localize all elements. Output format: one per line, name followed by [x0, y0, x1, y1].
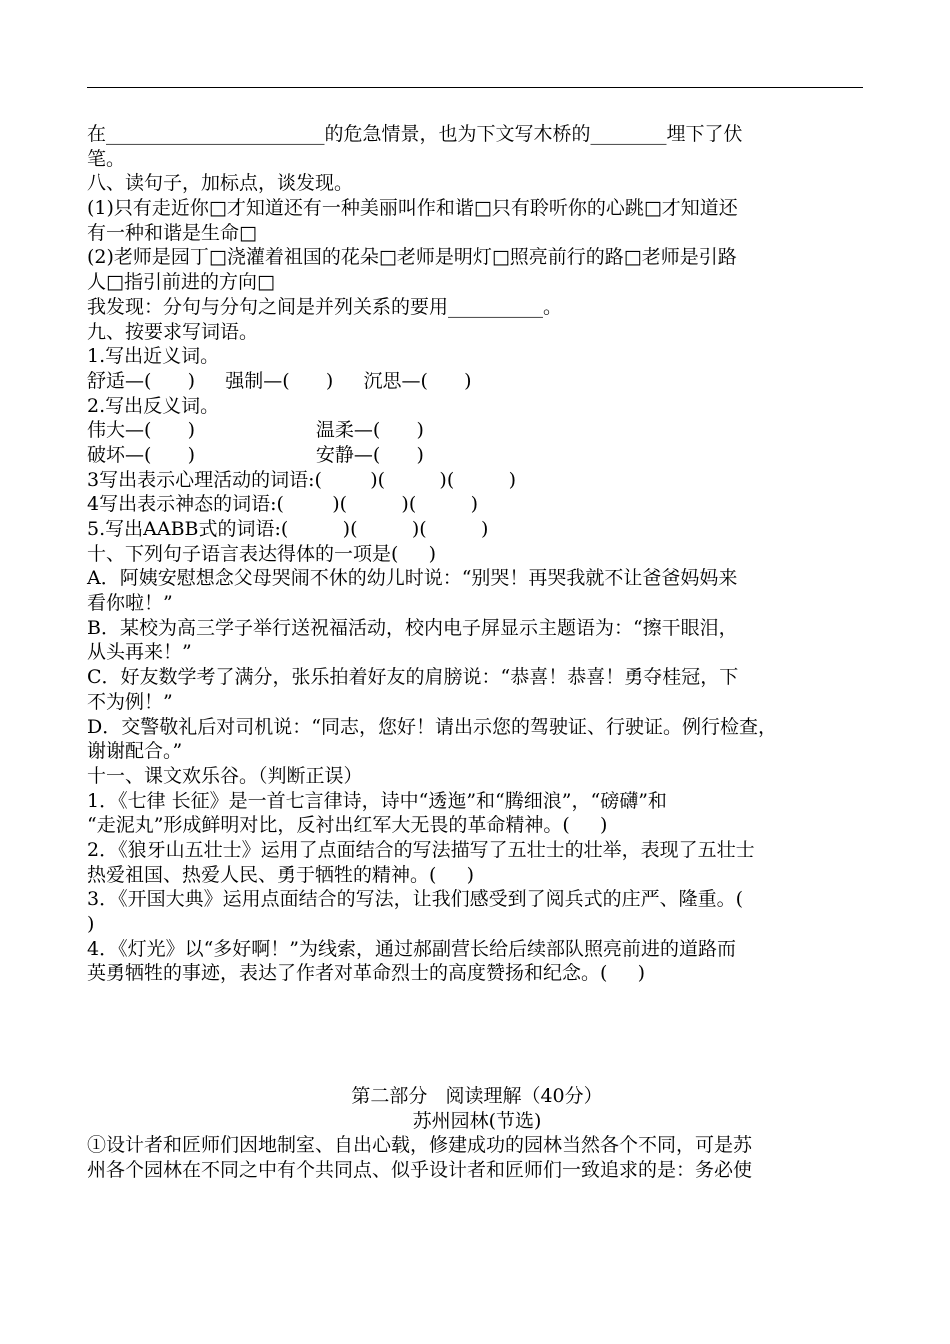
part-two	[87, 1084, 867, 1183]
text-line: 在_______________________的危急情景，也为下文写木桥的________埋下了伏	[87, 123, 743, 145]
sentence-2-line: (2)老师是园丁□浇灌着祖国的花朵□老师是明灯□照亮前行的路□老师是引路	[87, 246, 737, 269]
antonym-row: 伟大—( ) 温柔—( )	[87, 419, 424, 442]
question-8	[87, 171, 867, 319]
passage-title: 苏州园林(节选)	[412, 1109, 542, 1132]
item-4-line: 4．《灯光》以“多好啊！”为线索，通过郝副营长给后续部队照亮前进的道路而	[87, 937, 737, 960]
passage-line: 州各个园林在不同之中有个共同点、似乎设计者和匠师们一致追求的是：务必使	[87, 1159, 753, 1182]
option-d-line: 谢谢配合。”	[87, 740, 183, 763]
option-d-line: D．交警敬礼后对司机说：“同志，您好！请出示您的驾驶证、行驶证。例行检查，	[87, 715, 777, 738]
psychology-words-line: 3写出表示心理活动的词语:( )( )( )	[87, 468, 516, 491]
option-c-line: 不为例！”	[87, 690, 173, 713]
sentence-1-line: (1)只有走近你□才知道还有一种美丽叫作和谐□只有聆听你的心跳□才知道还	[87, 197, 738, 220]
header-rule	[87, 87, 863, 88]
question-title: 十、下列句子语言表达得体的一项是( )	[87, 542, 437, 565]
section-title: 第二部分 阅读理解（40分）	[351, 1085, 603, 1108]
item-2-line: 热爱祖国、热爱人民、勇于牺牲的精神。( )	[87, 863, 475, 886]
item-3-line: 3．《开国大典》运用点面结合的写法，让我们感受到了阅兵式的庄严、隆重。(	[87, 888, 744, 911]
item-1-line: “走泥丸”形成鲜明对比，反衬出红军大无畏的革命精神。( )	[87, 814, 608, 837]
previous-question-tail	[87, 122, 867, 171]
antonym-heading: 2.写出反义词。	[87, 394, 220, 417]
sentence-1-line: 有一种和谐是生命□	[87, 221, 257, 244]
expression-words-line: 4写出表示神态的词语:( )( )( )	[87, 493, 478, 516]
item-3-line: )	[87, 913, 95, 935]
question-9	[87, 320, 867, 542]
antonym-row: 破坏—( ) 安静—( )	[87, 443, 424, 466]
question-11	[87, 764, 867, 986]
finding-line: 我发现：分句与分句之间是并列关系的要用__________。	[87, 295, 563, 318]
item-1-line: 1．《七律 长征》是一首七言律诗，诗中“透迤”和“腾细浪”，“磅礴”和	[87, 789, 667, 812]
item-4-line: 英勇牺牲的事迹，表达了作者对革命烈士的高度赞扬和纪念。( )	[87, 962, 646, 985]
synonym-heading: 1.写出近义词。	[87, 345, 220, 368]
aabb-words-line: 5.写出AABB式的词语:( )( )( )	[87, 518, 489, 540]
sentence-2-line: 人□指引前进的方向□	[87, 271, 275, 294]
question-title: 九、按要求写词语。	[87, 320, 259, 343]
option-b-line: B．某校为高三学子举行送祝福活动，校内电子屏显示主题语为：“擦干眼泪，	[87, 616, 738, 639]
option-b-line: 从头再来！”	[87, 641, 192, 664]
document-body	[87, 122, 867, 1183]
option-a-line: 看你啦！”	[87, 592, 173, 615]
question-10	[87, 542, 867, 764]
passage-line: ①设计者和匠师们因地制室、自出心载，修建成功的园林当然各个不同，可是苏	[87, 1134, 753, 1157]
question-title: 八、读句子，加标点，谈发现。	[87, 172, 354, 195]
option-a-line: A．阿姨安慰想念父母哭闹不休的幼儿时说：“别哭！再哭我就不让爸爸妈妈来	[87, 567, 738, 590]
synonym-items: 舒适—( ) 强制—( ) 沉思—( )	[87, 369, 472, 392]
option-c-line: C．好友数学考了满分，张乐拍着好友的肩膀说：“恭喜！恭喜！勇夺桂冠，下	[87, 666, 739, 689]
text-line: 笔。	[87, 147, 126, 170]
question-title: 十一、课文欢乐谷。（判断正误）	[87, 764, 363, 787]
item-2-line: 2．《狼牙山五壮士》运用了点面结合的写法描写了五壮士的壮举，表现了五壮士	[87, 838, 755, 861]
